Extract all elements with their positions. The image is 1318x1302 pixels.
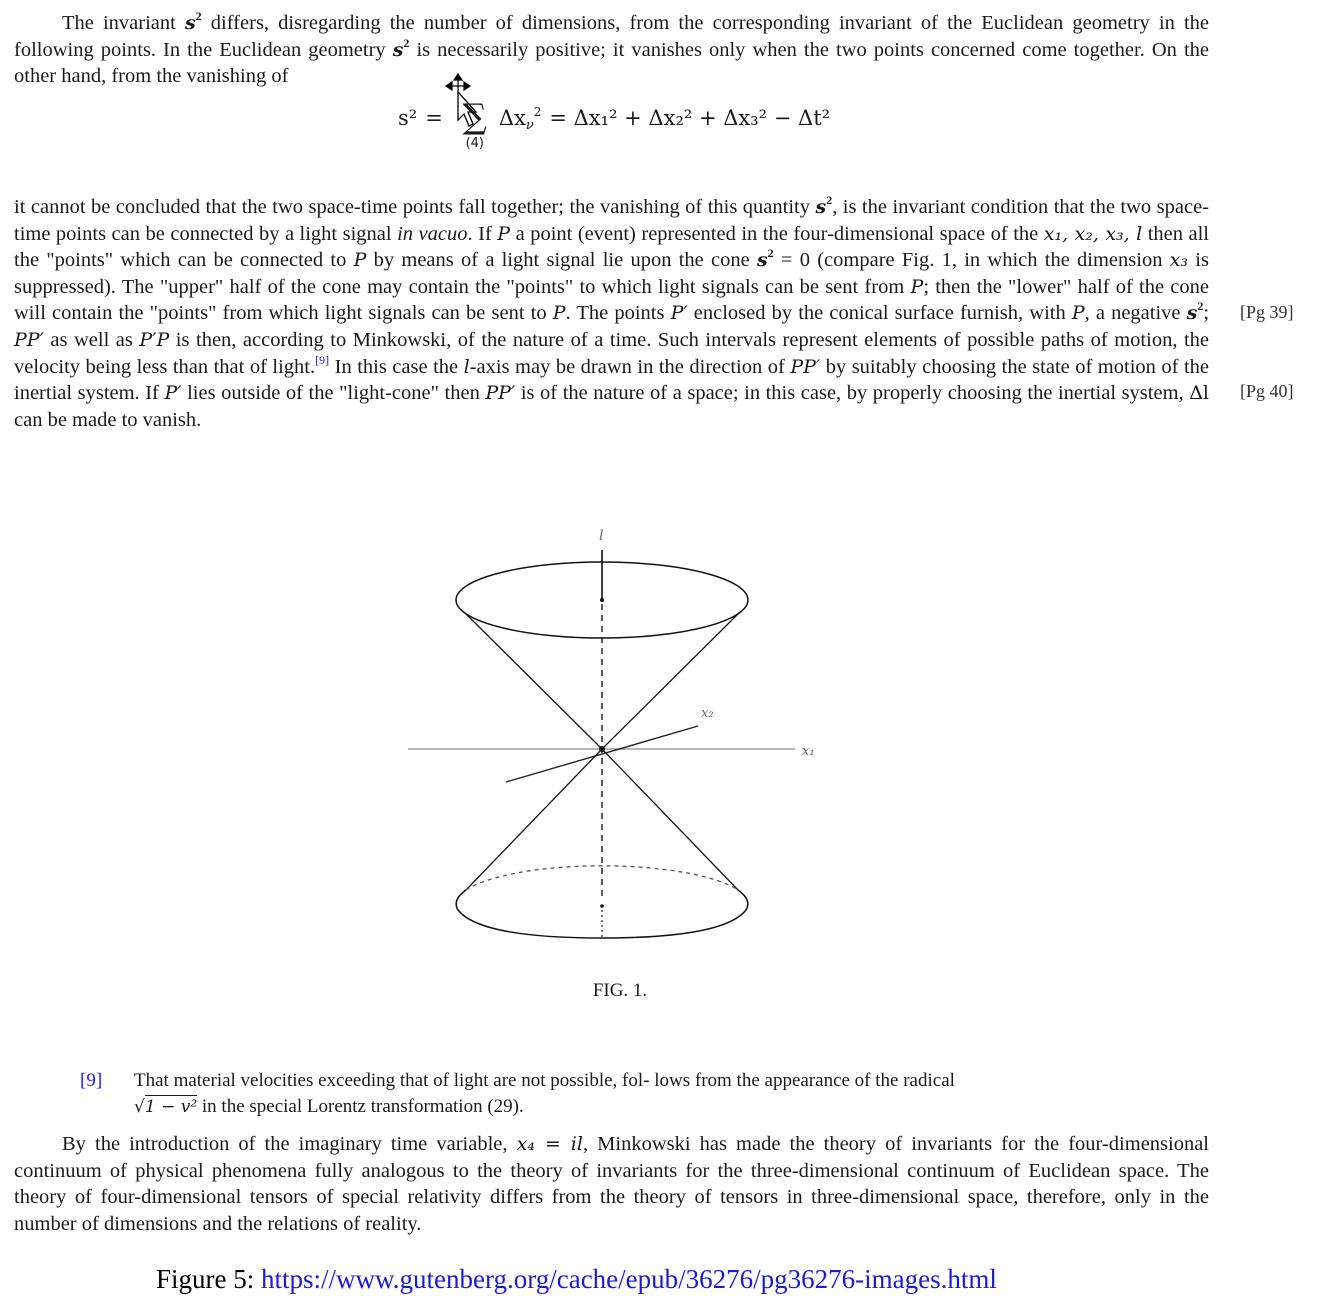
equation-interval-sum (398, 97, 831, 176)
text: differs, disregarding the number of dimensions, from the corresponding invariant of the Euclidean geometry in the following points. In the Euclidean geometry (14, 12, 1209, 61)
math-exponent: 2 (767, 246, 774, 261)
x2-axis-label: x₂ (701, 706, 714, 721)
time-axis-label: l (599, 528, 604, 544)
text: ; (1203, 302, 1210, 325)
equation-term: $\Delta x_\nu^2$ (498, 105, 542, 133)
delta-x: Δx (498, 106, 526, 130)
lower-center-dot (600, 904, 604, 908)
cone-generator-lower-left (466, 749, 602, 890)
math-x4: x₄ = il (516, 1133, 583, 1155)
math-P: P (497, 222, 511, 245)
sum-subscript: (4) (465, 136, 485, 151)
figure-caption: FIG. 1. (592, 980, 648, 1001)
math-P-prime: P′ (670, 302, 688, 325)
text: can be made to vanish. (14, 408, 202, 431)
source-caption (156, 1264, 1156, 1295)
math-PP-prime: PP′ (14, 328, 44, 351)
radicand: 1 − v² (144, 1097, 198, 1117)
math-P: P (353, 249, 367, 272)
equation-rhs: = Δx₁² + Δx₂² + Δx₃² − Δt² (549, 106, 831, 130)
text: -axis may be drawn in the direction of (469, 355, 791, 378)
upper-center-dot (600, 598, 604, 602)
math-l: l (463, 355, 470, 378)
text: = 0 (773, 249, 810, 272)
math-PP-prime: PP′ (790, 355, 821, 378)
footnote-text (134, 1068, 1114, 1120)
equals-sign: = (425, 106, 443, 130)
text: is of the nature of a space; in this case, by properly choosing the inertial system, (515, 382, 1190, 405)
math-exponent: 2 (403, 35, 410, 50)
paragraph-light-cone (14, 194, 1209, 433)
paragraph-imaginary-time (14, 1131, 1209, 1237)
text: is necessarily positive; it vanishes only when the two points concerned come together. On the other hand, from the vanishing of (14, 38, 1209, 88)
text: lies outside of the "light-cone" then (181, 382, 486, 405)
math-P-prime: P′ (164, 382, 182, 405)
math-P: P (552, 302, 566, 325)
math-s: s (392, 38, 404, 61)
math-P-prime-P: P′P (139, 328, 170, 351)
x1-axis-label: x₁ (802, 744, 815, 759)
math-P: P (910, 275, 924, 298)
text: By the introduction of the imaginary time variable, (62, 1133, 517, 1155)
math-exponent: 2 (1197, 299, 1204, 314)
cone-generator-lower-right (602, 749, 738, 890)
origin-point (599, 746, 605, 752)
page-marker-40: [Pg 40] (1240, 381, 1294, 401)
math-s: s (815, 196, 827, 218)
source-url-link[interactable]: https://www.gutenberg.org/cache/epub/36276/pg36276-images.html (261, 1264, 997, 1294)
text: by means of a light signal lie upon the cone (366, 249, 757, 272)
text: , Minkowski has made the theory of invariants for the four-dimensional continuum of physical phenomena fully analogous to the theory of invariants for the three-dimensional continuum of Euclidean space. The theory of four-dimensional tensors of special relativity differs from the theory of tensors in three-dimensional space, therefore, only in the number of dimensions and the relations of reality. (14, 1133, 1210, 1235)
text: is then, according to Minkowski, of the nature of a time. Such intervals represent elements of possible paths of motion, the velocity being less than that of light. (14, 328, 1209, 378)
page-marker-39: [Pg 39] (1240, 302, 1294, 322)
math-s: s (756, 249, 768, 272)
footnote-text-line1: That material velocities exceeding that of light are not possible, fol- lows from the appearance of the radical (134, 1070, 955, 1091)
text: . If (467, 222, 498, 245)
math-coords: x₁, x₂, x₃, l (1043, 222, 1143, 245)
text: , is the invariant condition that the two space-time points can be connected by a light signal (14, 196, 1210, 245)
cone-generator-upper-right (602, 612, 740, 749)
math-exponent: 2 (195, 9, 202, 23)
footnote-text-line2: in the special Lorentz transformation (29). (197, 1096, 524, 1117)
nu-subscript: ν (525, 118, 534, 133)
text: ; then the "lower" half of the cone will contain the "points" from which light signals can be sent to (14, 275, 1210, 325)
text-italic: in vacuo (397, 222, 468, 245)
text: a point (event) represented in the four-dimensional space of the (510, 222, 1044, 245)
math-s: s (1186, 302, 1198, 325)
text: . The points (565, 302, 671, 325)
radical-expression (134, 1095, 197, 1117)
sigma-symbol: ∑ (462, 97, 487, 137)
radical-sign: √ (134, 1097, 145, 1117)
footnote-link-9[interactable]: [9] (315, 352, 330, 367)
math-exponent: 2 (826, 193, 833, 207)
text: as well as (43, 328, 140, 351)
text: by suitably choosing the state of motion of the inertial system. If (14, 355, 1210, 405)
text: (compare Fig. 1, in which the dimension (809, 249, 1170, 272)
math-s: s (184, 12, 196, 34)
text: is suppressed). The "upper" half of the cone may contain the "points" to which light signals can be sent from (14, 249, 1209, 298)
text: it cannot be concluded that the two space-time points fall together; the vanishing of this quantity (14, 196, 816, 218)
math-PP-prime: PP′ (485, 382, 516, 405)
text: then all the "points" which can be connected to (14, 222, 1209, 272)
text: In this case the (329, 355, 464, 378)
math-x3: x₃ (1169, 249, 1189, 272)
equation-lhs: s² (398, 106, 418, 130)
source-label: Figure 5: (156, 1264, 261, 1294)
cone-generator-upper-left (464, 612, 602, 749)
light-cone-figure (400, 520, 840, 960)
text: enclosed by the conical surface furnish, with (687, 302, 1072, 325)
text: , a negative (1084, 302, 1187, 325)
text: The invariant (62, 12, 185, 34)
paragraph-invariant-intro (14, 10, 1209, 90)
summation (455, 97, 495, 151)
footnote-number-link[interactable]: [9] (80, 1070, 103, 1091)
math-P: P (1071, 302, 1085, 325)
math-delta-l: Δl (1189, 382, 1210, 405)
